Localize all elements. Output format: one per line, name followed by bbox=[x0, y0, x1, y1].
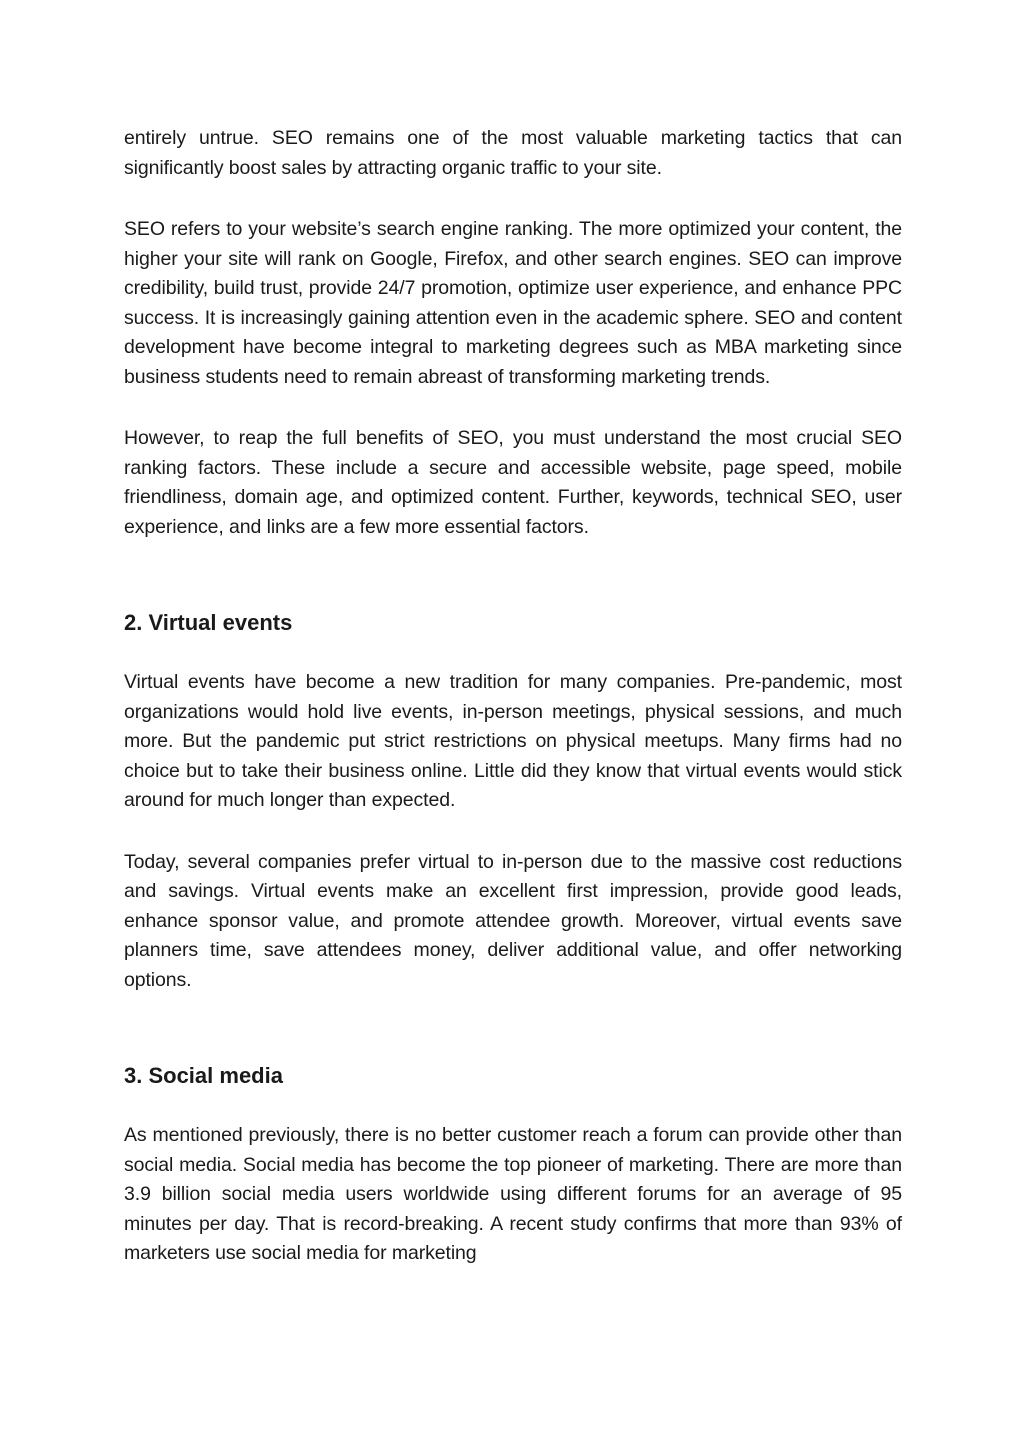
paragraph-virtual-events-tradition: Virtual events have become a new tradition for many companies. Pre-pandemic, most organizations would hold live events, in-person meetings, physical sessions, and much more. But the pandemic put strict restrictions on physical meetups. Many firms had no choice but to take their business online. Little did they know that virtual events would stick around for much longer than expected. bbox=[124, 671, 902, 811]
paragraph-social-media: As mentioned previously, there is no better customer reach a forum can provide other than social media. Social media has become the top pioneer of marketing. There are more than 3.9 billion social media users worldwide using different forums for an average of 95 minutes per day. That is record-breaking. A recent study confirms that more than 93% of marketers use social media for marketing bbox=[124, 1124, 902, 1264]
paragraph-seo-definition: SEO refers to your website’s search engine ranking. The more optimized your content, the higher your site will rank on Google, Firefox, and other search engines. SEO can improve credibility, build trust, provide 24/7 promotion, optimize user experience, and enhance PPC success. It is increasingly gaining attention even in the academic sphere. SEO and content development have become integral to marketing degrees such as MBA marketing since business students need to remain abreast of transforming marketing trends. bbox=[124, 218, 902, 388]
paragraph-seo-ranking-factors: However, to reap the full benefits of SEO, you must understand the most crucial SEO ranking factors. These include a secure and accessible website, page speed, mobile friendliness, domain age, and optimized content. Further, keywords, technical SEO, user experience, and links are a few more essential factors. bbox=[124, 427, 902, 538]
section-heading-social-media: 3. Social media bbox=[124, 1063, 283, 1088]
document-page bbox=[124, 124, 902, 1269]
section-heading-virtual-events: 2. Virtual events bbox=[124, 610, 293, 635]
paragraph-seo-intro: entirely untrue. SEO remains one of the most valuable marketing tactics that can significantly boost sales by attracting organic traffic to your site. bbox=[124, 127, 902, 179]
paragraph-virtual-events-benefits: Today, several companies prefer virtual to in-person due to the massive cost reductions and savings. Virtual events make an excellent first impression, provide good leads, enhance sponsor value, and promote attendee growth. Moreover, virtual events save planners time, save attendees money, deliver additional value, and offer networking options. bbox=[124, 850, 902, 991]
